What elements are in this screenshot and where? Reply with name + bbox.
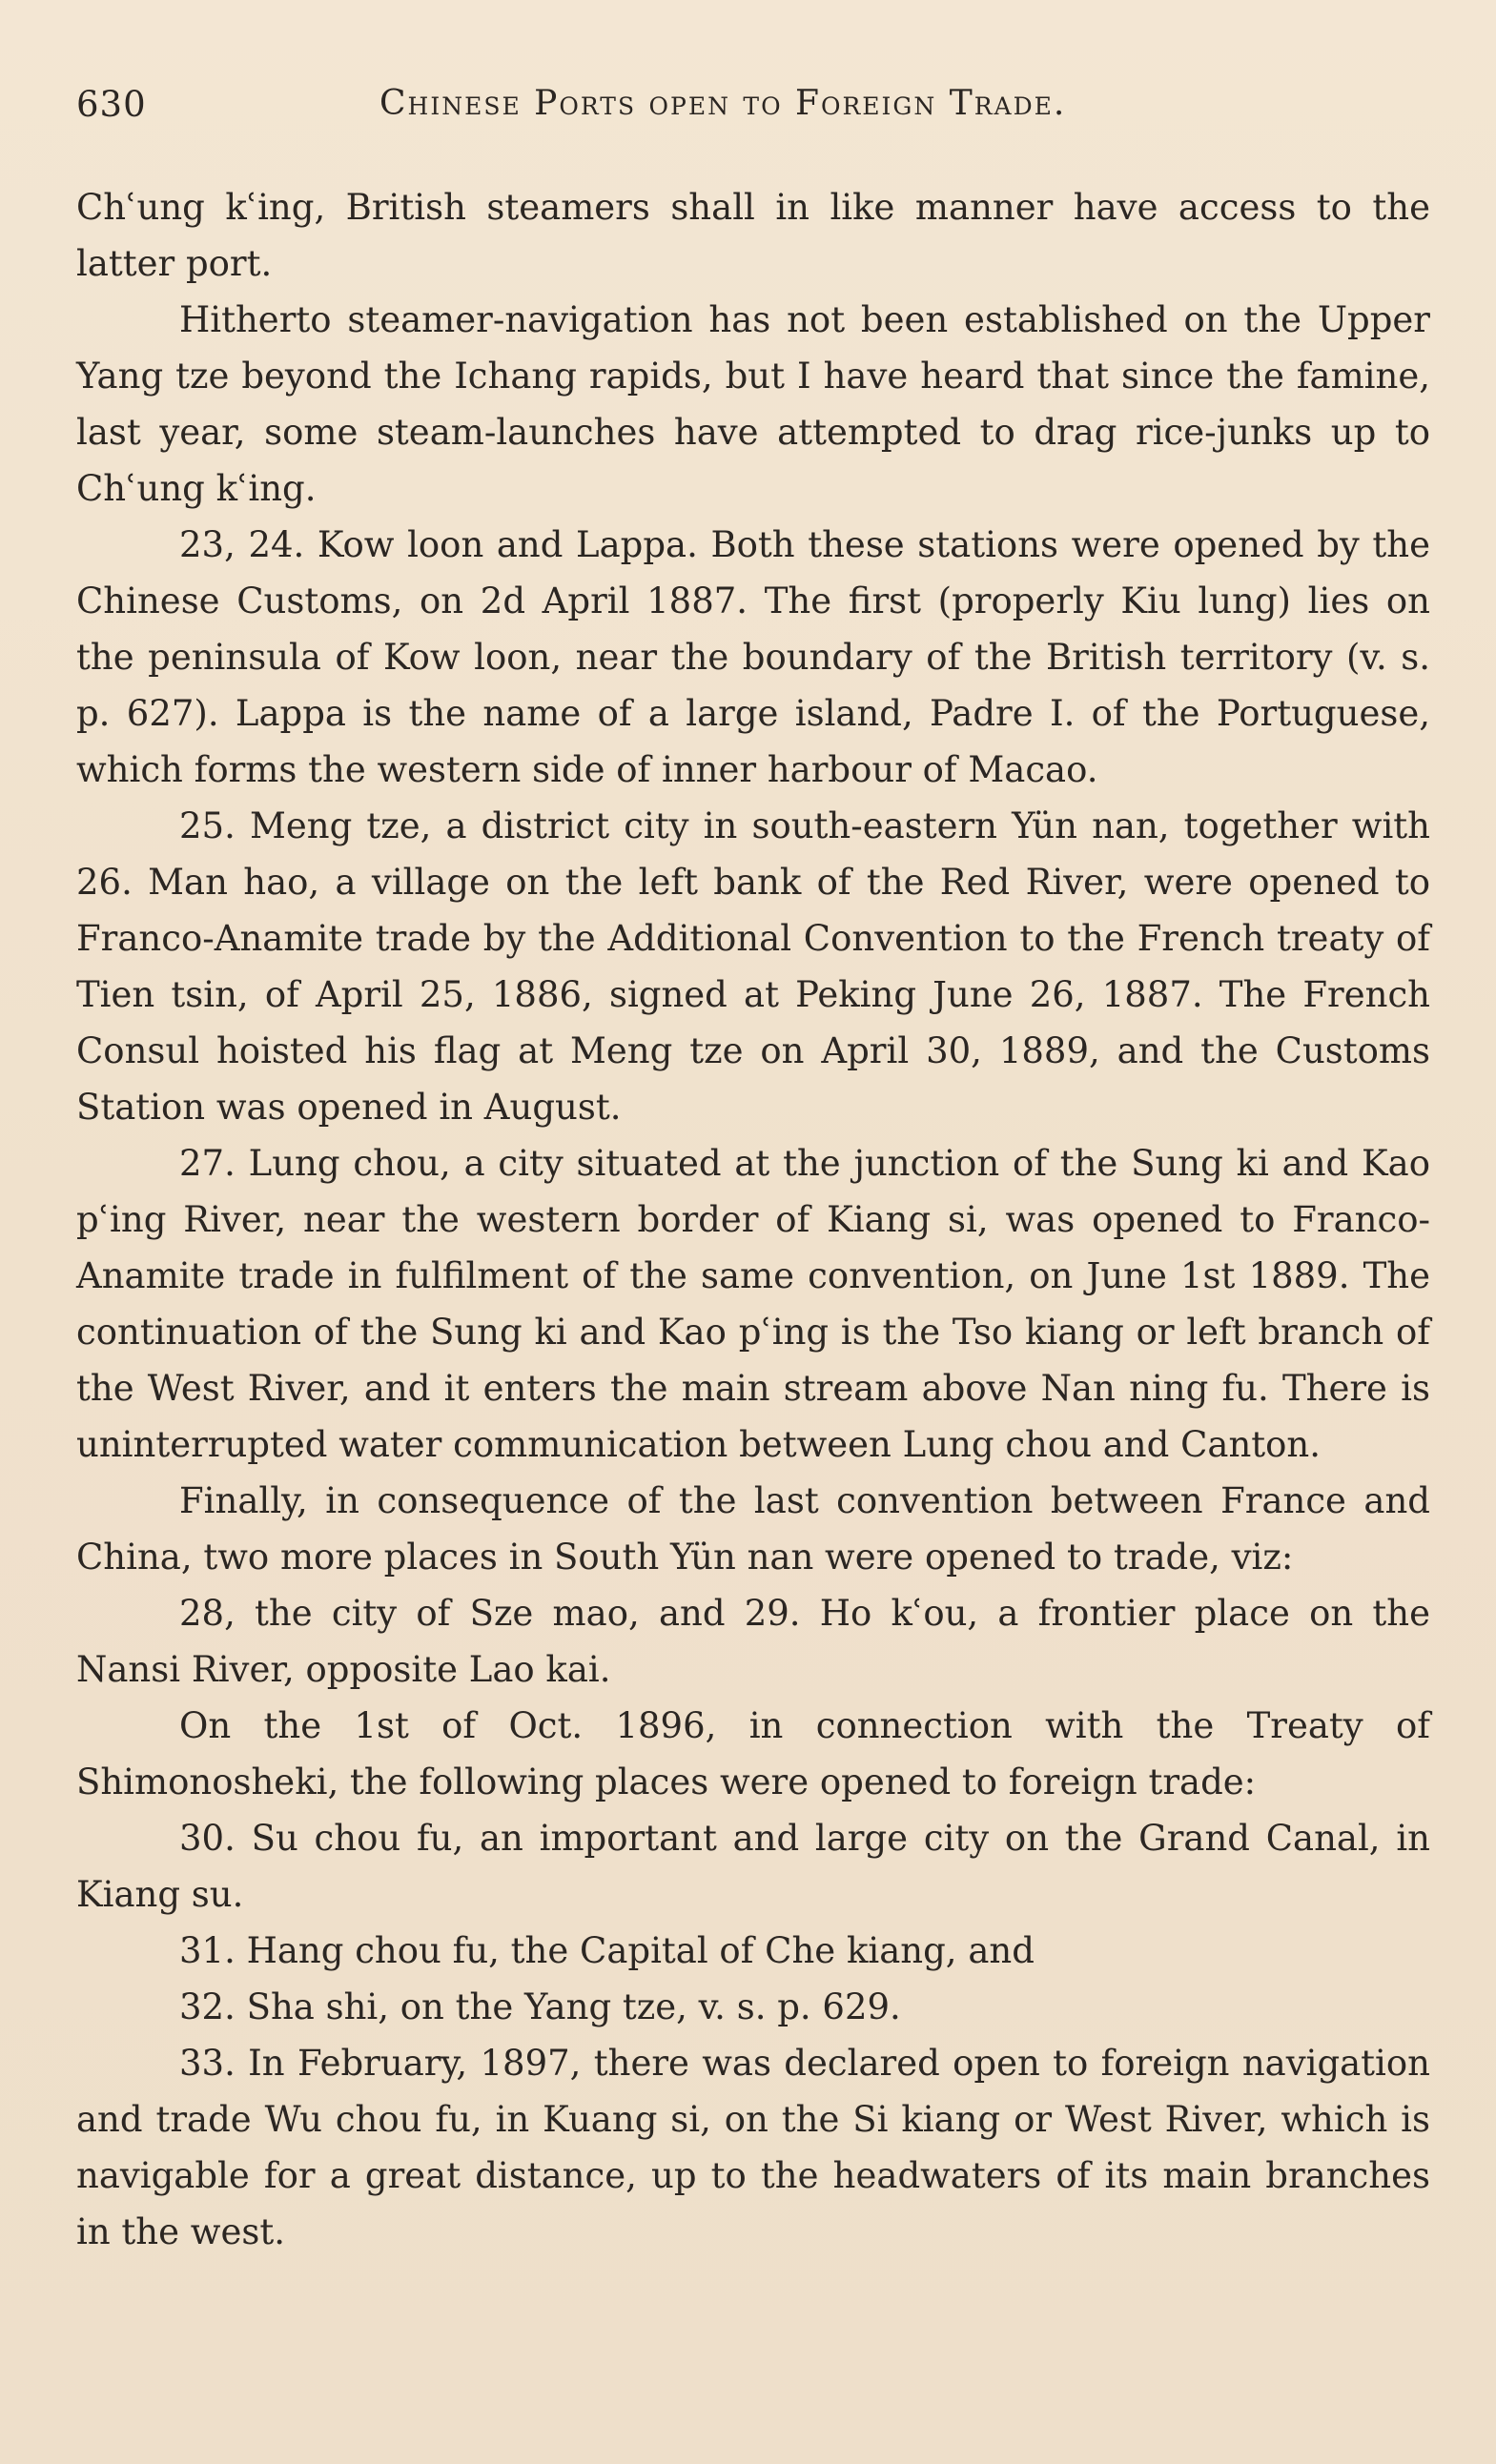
paragraph-8: On the 1st of Oct. 1896, in connection with the Treaty of Shimonosheki, the following places were opened to foreign trade: — [76, 1705, 1430, 1802]
paragraph-12: 33. In February, 1897, there was declared open to foreign navigation and trade Wu chou fu, in Kuang si, on the Si kiang or West River, which is navigable for a great distance, up to the headwaters of its main branches in the west. — [76, 2043, 1430, 2252]
paragraph-1: Chʿung kʿing, British steamers shall in like manner have access to the latter port. — [76, 187, 1430, 284]
paragraph-4: 25. Meng tze, a district city in south-eastern Yün nan, together with 26. Man hao, a village on the left bank of the Red River, were opened to Franco-Anamite trade by the Additional Convention to the French treaty of Tien tsin, of April 25, 1886, signed at Peking June 26, 1887. The French Consul hoisted his flag at Meng tze on April 30, 1889, and the Customs Station was opened in August. — [76, 805, 1430, 1128]
paragraph-3: 23, 24. Kow loon and Lappa. Both these stations were opened by the Chinese Customs, on 2d April 1887. The first (properly Kiu lung) lies on the peninsula of Kow loon, near the boundary of the British territory (v. s. p. 627). Lappa is the name of a large island, Padre I. of the Portuguese, which forms the western side of inner harbour of Macao. — [76, 524, 1430, 790]
page-header — [76, 84, 1430, 137]
running-title: Chinese Ports open to Foreign Trade. — [379, 84, 1067, 123]
paragraph-5: 27. Lung chou, a city situated at the junction of the Sung ki and Kao pʿing River, near the western border of Kiang si, was opened to Franco-Anamite trade in fulfilment of the same convention, on June 1st 1889. The continuation of the Sung ki and Kao pʿing is the Tso kiang or left branch of the West River, and it enters the main stream above Nan ning fu. There is uninterrupted water communication between Lung chou and Canton. — [76, 1143, 1430, 1465]
paragraph-11: 32. Sha shi, on the Yang tze, v. s. p. 629. — [179, 1986, 901, 2027]
paragraph-10: 31. Hang chou fu, the Capital of Che kiang, and — [179, 1930, 1035, 1971]
paragraph-6: Finally, in consequence of the last convention between France and China, two more places in South Yün nan were opened to trade, viz: — [76, 1480, 1430, 1578]
paragraph-2: Hitherto steamer-navigation has not been established on the Upper Yang tze beyond the Ichang rapids, but I have heard that since the famine, last year, some steam-launches have attempted to drag rice-junks up to Chʿung kʿing. — [76, 299, 1430, 509]
page-number: 630 — [76, 84, 147, 125]
body-text — [76, 179, 1430, 2260]
paragraph-7: 28, the city of Sze mao, and 29. Ho kʿou, a frontier place on the Nansi River, opposite Lao kai. — [76, 1593, 1430, 1690]
paragraph-9: 30. Su chou fu, an important and large city on the Grand Canal, in Kiang su. — [76, 1818, 1430, 1915]
